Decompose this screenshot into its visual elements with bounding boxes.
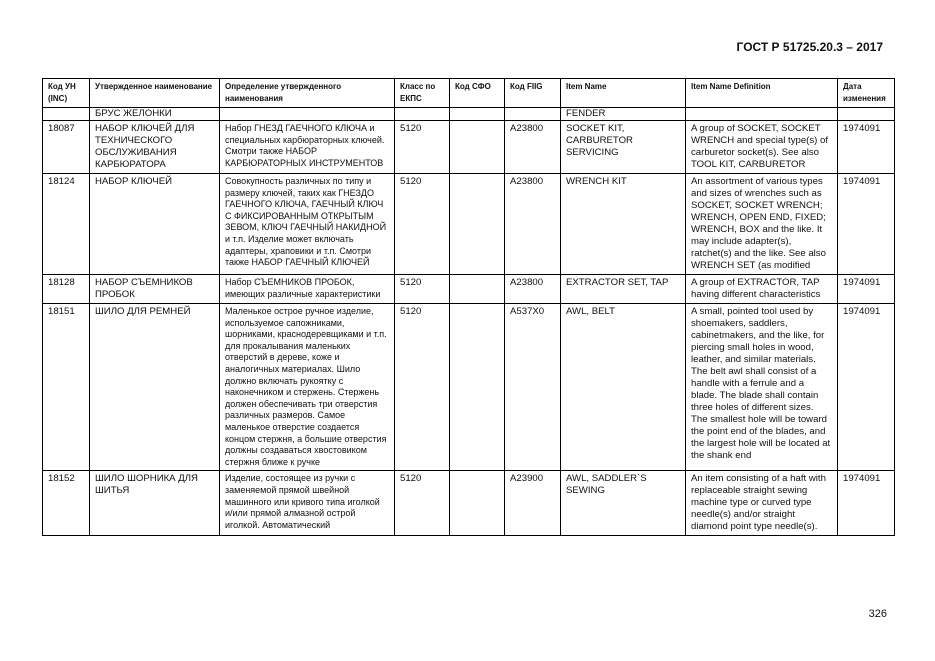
- header-item-name: Item Name: [561, 79, 686, 108]
- cell-name-ru: БРУС ЖЕЛОНКИ: [90, 108, 220, 121]
- cell-definition-ru: Набор ГНЕЗД ГАЕЧНОГО КЛЮЧА и специальных карбюраторных ключей. Смотри также НАБОР КАРБЮРАТОРНЫХ ИНСТРУМЕНТОВ: [220, 121, 395, 174]
- header-approved-name: Утвержденное наименование: [90, 79, 220, 108]
- cell-date: 1974091: [838, 121, 895, 174]
- cell-date: 1974091: [838, 275, 895, 304]
- cell-sfo: [450, 275, 505, 304]
- cell-inc: 18124: [43, 174, 90, 275]
- cell-item-name: SOCKET KIT, CARBURETOR SERVICING: [561, 121, 686, 174]
- table-row: [43, 121, 895, 174]
- cell-sfo: [450, 304, 505, 471]
- cell-name-ru: ШИЛО ДЛЯ РЕМНЕЙ: [90, 304, 220, 471]
- cell-inc: 18151: [43, 304, 90, 471]
- cell-inc: 18128: [43, 275, 90, 304]
- table-row: [43, 108, 895, 121]
- cell-item-name: FENDER: [561, 108, 686, 121]
- header-change-date: Дата изменения: [838, 79, 895, 108]
- cell-item-name: WRENCH KIT: [561, 174, 686, 275]
- header-sfo-code: Код СФО: [450, 79, 505, 108]
- cell-fiig: [505, 108, 561, 121]
- cell-item-name: EXTRACTOR SET, TAP: [561, 275, 686, 304]
- cell-inc: [43, 108, 90, 121]
- cell-sfo: [450, 174, 505, 275]
- cell-definition-en: An item consisting of a haft with replaceable straight sewing machine type or curved type needle(s) and/or straight diamond point type needle(s).: [686, 471, 838, 536]
- cell-ekps: [395, 108, 450, 121]
- cell-name-ru: НАБОР КЛЮЧЕЙ ДЛЯ ТЕХНИЧЕСКОГО ОБСЛУЖИВАНИЯ КАРБЮРАТОРА: [90, 121, 220, 174]
- cell-date: 1974091: [838, 174, 895, 275]
- cell-ekps: 5120: [395, 471, 450, 536]
- cell-definition-ru: [220, 108, 395, 121]
- cell-fiig: A23900: [505, 471, 561, 536]
- cell-inc: 18152: [43, 471, 90, 536]
- cell-inc: 18087: [43, 121, 90, 174]
- cell-item-name: AWL, BELT: [561, 304, 686, 471]
- cell-name-ru: ШИЛО ШОРНИКА ДЛЯ ШИТЬЯ: [90, 471, 220, 536]
- cell-date: 1974091: [838, 471, 895, 536]
- header-fiig-code: Код FIIG: [505, 79, 561, 108]
- cell-ekps: 5120: [395, 174, 450, 275]
- cell-name-ru: НАБОР СЪЕМНИКОВ ПРОБОК: [90, 275, 220, 304]
- table-header-row: [43, 79, 895, 108]
- table-row: [43, 174, 895, 275]
- nomenclature-table: [42, 78, 895, 536]
- cell-fiig: A23800: [505, 275, 561, 304]
- cell-ekps: 5120: [395, 275, 450, 304]
- header-definition-ru: Определение утвержденного наименования: [220, 79, 395, 108]
- cell-definition-ru: Набор СЪЕМНИКОВ ПРОБОК, имеющих различные характеристики: [220, 275, 395, 304]
- header-inc: Код УН (INC): [43, 79, 90, 108]
- cell-sfo: [450, 121, 505, 174]
- cell-sfo: [450, 108, 505, 121]
- cell-definition-en: A group of EXTRACTOR, TAP having different characteristics: [686, 275, 838, 304]
- cell-fiig: A23800: [505, 121, 561, 174]
- cell-ekps: 5120: [395, 121, 450, 174]
- cell-ekps: 5120: [395, 304, 450, 471]
- page-number: 326: [868, 608, 887, 620]
- table-row: [43, 471, 895, 536]
- cell-item-name: AWL, SADDLER`S SEWING: [561, 471, 686, 536]
- cell-definition-en: A small, pointed tool used by shoemakers, saddlers, cabinetmakers, and the like, for piercing small holes in wood, leather, and similar materials. The belt awl shall consist of a handle with a ferrule and a blade. The blade shall contain three holes of different sizes. The smallest hole will be toward the point end of the blades, and the largest hole will be located at the shank end: [686, 304, 838, 471]
- cell-definition-en: A group of SOCKET, SOCKET WRENCH and special type(s) of carburetor socket(s). See also TOOL KIT, CARBURETOR: [686, 121, 838, 174]
- cell-definition-ru: Маленькое острое ручное изделие, используемое сапожниками, шорниками, краснодеревщиками и т.п. для прокалывания маленьких отверстий в дереве, коже и аналогичных материалах. Шило должно включать рукоятку с наконечником и стержень. Стержень должен обеспечивать три отверстия различных размеров. Самое маленькое отверстие создается концом стержня, а большие отверстия должны создаваться хвостовиком стержня ближе к ручке: [220, 304, 395, 471]
- cell-definition-en: An assortment of various types and sizes of wrenches such as SOCKET, SOCKET WRENCH; WRENCH, OPEN END, FIXED; WRENCH, BOX and the like. It may include adapter(s), ratchet(s) and the like. See also WRENCH SET (as modified: [686, 174, 838, 275]
- cell-name-ru: НАБОР КЛЮЧЕЙ: [90, 174, 220, 275]
- header-item-name-definition: Item Name Definition: [686, 79, 838, 108]
- cell-sfo: [450, 471, 505, 536]
- cell-definition-ru: Совокупность различных по типу и размеру ключей, таких как ГНЕЗДО ГАЕЧНОГО КЛЮЧА, ГАЕЧНЫЙ КЛЮЧ С ФИКСИРОВАННЫМ ОТКРЫТЫМ ЗЕВОМ, КЛЮЧ ГАЕЧНЫЙ НАКИДНОЙ и т.п. Изделие может включать адаптеры, храповики и т.п. Смотри также НАБОР ГАЕЧНЫЙ КЛЮЧЕЙ: [220, 174, 395, 275]
- document-standard-number: ГОСТ Р 51725.20.3 – 2017: [736, 40, 883, 54]
- cell-date: [838, 108, 895, 121]
- cell-fiig: A23800: [505, 174, 561, 275]
- cell-definition-ru: Изделие, состоящее из ручки с заменяемой прямой швейной машинного или кривого типа иголкой и/или прямой алмазной острой иголкой. Автоматический: [220, 471, 395, 536]
- header-ekps-class: Класс по ЕКПС: [395, 79, 450, 108]
- cell-definition-en: [686, 108, 838, 121]
- table-row: [43, 275, 895, 304]
- table-row: [43, 304, 895, 471]
- cell-fiig: A537X0: [505, 304, 561, 471]
- cell-date: 1974091: [838, 304, 895, 471]
